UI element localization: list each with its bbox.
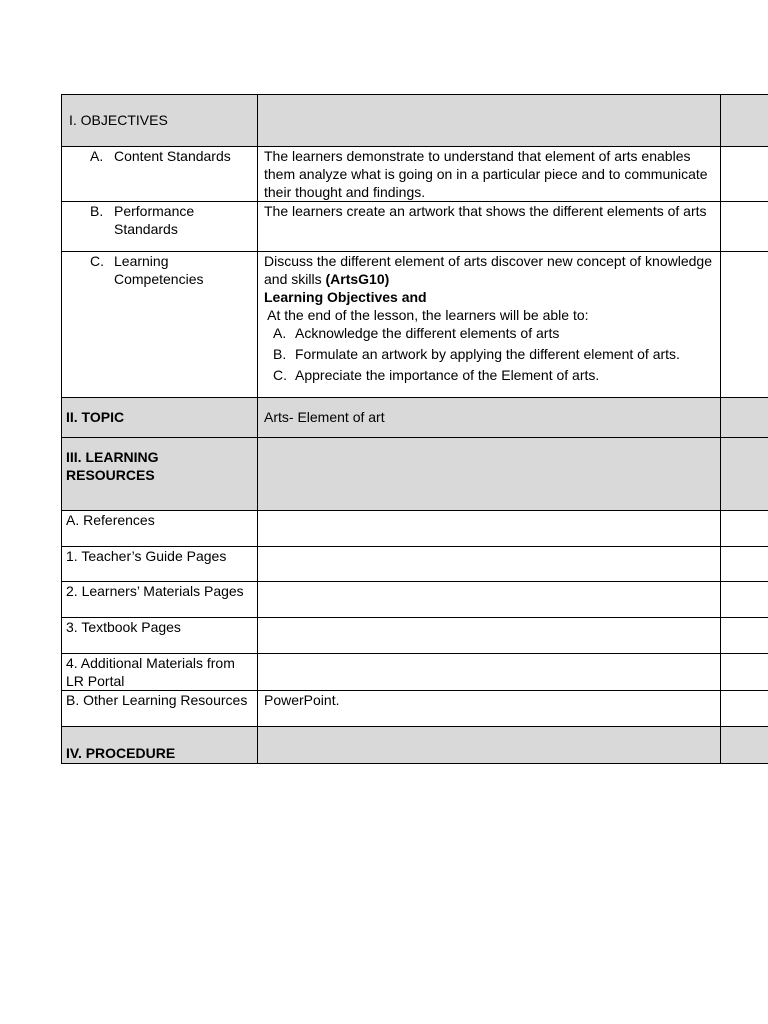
table-row bbox=[62, 654, 768, 691]
learning-competencies-label: C. Learning Competencies bbox=[62, 252, 258, 398]
procedure-heading: IV. PROCEDURE bbox=[62, 727, 258, 764]
learning-competencies-text: Discuss the different element of arts discover new concept of knowledge and skills (ArtsG10) Learning Objectives and At the end of the lesson, the learners will be able to: A. Acknowledge the different elements of arts B. Formulate an artwork by applying the different element of arts. C. Appreciate the importance of the Element of arts. bbox=[258, 252, 721, 398]
lesson-plan-table bbox=[61, 94, 768, 764]
performance-standards-text: The learners create an artwork that shows the different elements of arts bbox=[258, 202, 721, 252]
list-item: A. Acknowledge the different elements of arts bbox=[273, 325, 560, 341]
list-item: B. Formulate an artwork by applying the different element of arts. bbox=[273, 346, 680, 362]
performance-standards-label: B. Performance Standards bbox=[62, 202, 258, 252]
additional-materials-label: 4. Additional Materials from LR Portal bbox=[62, 654, 258, 691]
objectives-heading: I. OBJECTIVES bbox=[62, 95, 258, 147]
table-row bbox=[62, 511, 768, 547]
learning-objectives-intro: At the end of the lesson, the learners will be able to: bbox=[264, 307, 589, 323]
topic-label: II. TOPIC bbox=[62, 398, 258, 438]
references-label: A. References bbox=[62, 511, 258, 547]
performance-standards-row bbox=[62, 202, 768, 252]
table-row bbox=[62, 618, 768, 654]
topic-row bbox=[62, 398, 768, 438]
other-resources-label: B. Other Learning Resources bbox=[62, 691, 258, 727]
textbook-pages-label: 3. Textbook Pages bbox=[62, 618, 258, 654]
learning-objectives-heading: Learning Objectives and bbox=[264, 289, 427, 305]
content-standards-label: A. Content Standards bbox=[62, 147, 258, 202]
content-standards-text: The learners demonstrate to understand that element of arts enables them analyze what is going on in a particular piece and to communicate their thought and findings. bbox=[258, 147, 721, 202]
objectives-header-row bbox=[62, 95, 768, 147]
competency-code: (ArtsG10) bbox=[325, 271, 390, 287]
other-resources-value: PowerPoint. bbox=[258, 691, 721, 727]
topic-value: Arts- Element of art bbox=[258, 398, 721, 438]
learning-resources-header-row bbox=[62, 438, 768, 511]
procedure-row bbox=[62, 727, 768, 764]
learning-competencies-row bbox=[62, 252, 768, 398]
teachers-guide-label: 1. Teacher’s Guide Pages bbox=[62, 547, 258, 582]
list-item: C. Appreciate the importance of the Element of arts. bbox=[273, 367, 600, 383]
table-row bbox=[62, 582, 768, 618]
table-row bbox=[62, 547, 768, 582]
table-row bbox=[62, 691, 768, 727]
learners-materials-label: 2. Learners’ Materials Pages bbox=[62, 582, 258, 618]
content-standards-row bbox=[62, 147, 768, 202]
learning-objectives-list bbox=[264, 324, 714, 384]
learning-resources-heading: III. LEARNING RESOURCES bbox=[62, 438, 258, 511]
